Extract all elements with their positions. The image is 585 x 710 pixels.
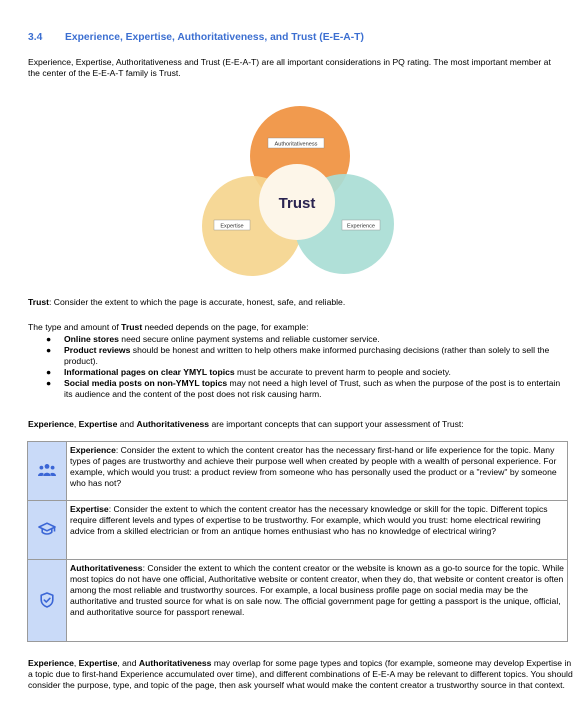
concepts-text: are important concepts that can support your assessment of Trust: [209, 419, 464, 429]
bullet-text: should be honest and written to help others make informed purchasing decisions (rather than solely to sell the product). [64, 345, 550, 366]
bullet-text: may not need a high level of Trust, such as when the purpose of the post is to entertain its audience and the content of the post does not risk causing harm. [64, 378, 561, 399]
concepts-intro [28, 419, 464, 429]
experience-term: Experience [28, 658, 74, 668]
authoritativeness-cell-text: : Consider the extent to which the content creator or the website is known as a go-to source for the topic. While most topics do not have one official, Authoritative website or content creator, when they do, that website or content creator is often among the most reliable and trustworthy sources. For example, a local business profile page on social media may be the authoritative and trusted source for what is on sale now. The official government page for getting a passport is the unique, official, and authoritative source for passport renewal. [70, 563, 564, 617]
experience-cell-term: Experience [70, 445, 116, 455]
separator: , [73, 419, 79, 429]
closing-paragraph [28, 658, 573, 691]
separator: , and [117, 658, 139, 668]
icon-cell [28, 442, 67, 501]
expertise-term: Expertise [78, 419, 118, 429]
bullet-text: need secure online payment systems and reliable customer service. [118, 334, 380, 344]
expertise-cell-text: : Consider the extent to which the content creator has the necessary knowledge or skill for the topic. Different topics require different levels and types of expertise to be trustworthy. For example, which would you trust: home electrical rewiring advice from a skilled electrician or from an antique homes enthusiast who has no knowledge of electrical wiring? [70, 504, 548, 536]
trust-term: Trust [28, 297, 50, 307]
section-title: Experience, Expertise, Authoritativeness, and Trust (E-E-A-T) [65, 32, 364, 43]
trust-label: Trust [278, 195, 316, 212]
experience-cell [67, 442, 568, 501]
expertise-cell-term: Expertise [70, 504, 109, 514]
bullet-icon: ● [46, 345, 52, 355]
authoritativeness-term: Authoritativeness [136, 419, 210, 429]
bullet-icon: ● [46, 367, 52, 377]
intro-paragraph: Experience, Expertise, Authoritativeness and Trust (E-E-A-T) are all important considerations in PQ rating. The most important member at the center of the E-E-A-T family is Trust. [28, 57, 551, 78]
list-item [28, 334, 568, 345]
authoritativeness-cell [67, 560, 568, 642]
trust-definition-text: : Consider the extent to which the page is accurate, honest, safe, and reliable. [49, 297, 346, 307]
authoritativeness-label: Authoritativeness [274, 141, 318, 148]
separator: and [117, 419, 137, 429]
closing-text: may overlap for some page types and topics (for example, someone may develop Expertise in a topic due to first-hand Experience accumulated over time), and different combinations of E-E-A may be relevant to different topics. You should consider the purpose, type, and topic of the page, then ask yourself what would make the content creator a trustworthy source in that context. [28, 658, 573, 690]
expertise-cell [67, 501, 568, 560]
expertise-label: Expertise [220, 223, 244, 230]
trust-examples-list [28, 334, 568, 400]
type-line-trust: Trust [121, 322, 143, 332]
separator: , [73, 658, 79, 668]
bullet-term: Product reviews [64, 345, 131, 355]
experience-cell-text: : Consider the extent to which the content creator has the necessary first-hand or life experience for the topic. Many types of pages are trustworthy and achieve their purpose well when created by people with a wealth of personal experience. For example, which would you trust: a product review from someone who has personally used the product or a "review" by someone who has not? [70, 445, 557, 488]
bullet-text: must be accurate to prevent harm to people and society. [234, 367, 451, 377]
bullet-term: Informational pages on clear YMYL topics [64, 367, 235, 377]
eeat-venn-diagram [200, 104, 400, 284]
expertise-term: Expertise [78, 658, 118, 668]
bullet-icon: ● [46, 334, 52, 344]
type-line-post: needed depends on the page, for example: [142, 322, 309, 332]
list-item [28, 345, 568, 367]
trust-definition [28, 297, 345, 307]
bullet-term: Social media posts on non-YMYL topics [64, 378, 228, 388]
table-row [28, 501, 568, 560]
table-row [28, 442, 568, 501]
table-row [28, 560, 568, 642]
eea-concepts-table [27, 441, 568, 642]
experience-term: Experience [28, 419, 74, 429]
bullet-term: Online stores [64, 334, 119, 344]
list-item [28, 367, 568, 378]
trust-type-intro [28, 322, 308, 332]
authoritativeness-cell-term: Authoritativeness [70, 563, 143, 573]
list-item [28, 378, 568, 400]
icon-cell [28, 560, 67, 642]
type-line-pre: The type and amount of [28, 322, 122, 332]
section-number: 3.4 [28, 32, 43, 43]
experience-label: Experience [347, 223, 375, 230]
authoritativeness-term: Authoritativeness [138, 658, 212, 668]
people-icon [38, 463, 56, 477]
section-heading [28, 32, 364, 43]
shield-check-icon [40, 592, 54, 608]
bullet-icon: ● [46, 378, 52, 388]
graduation-cap-icon [38, 522, 56, 536]
icon-cell [28, 501, 67, 560]
